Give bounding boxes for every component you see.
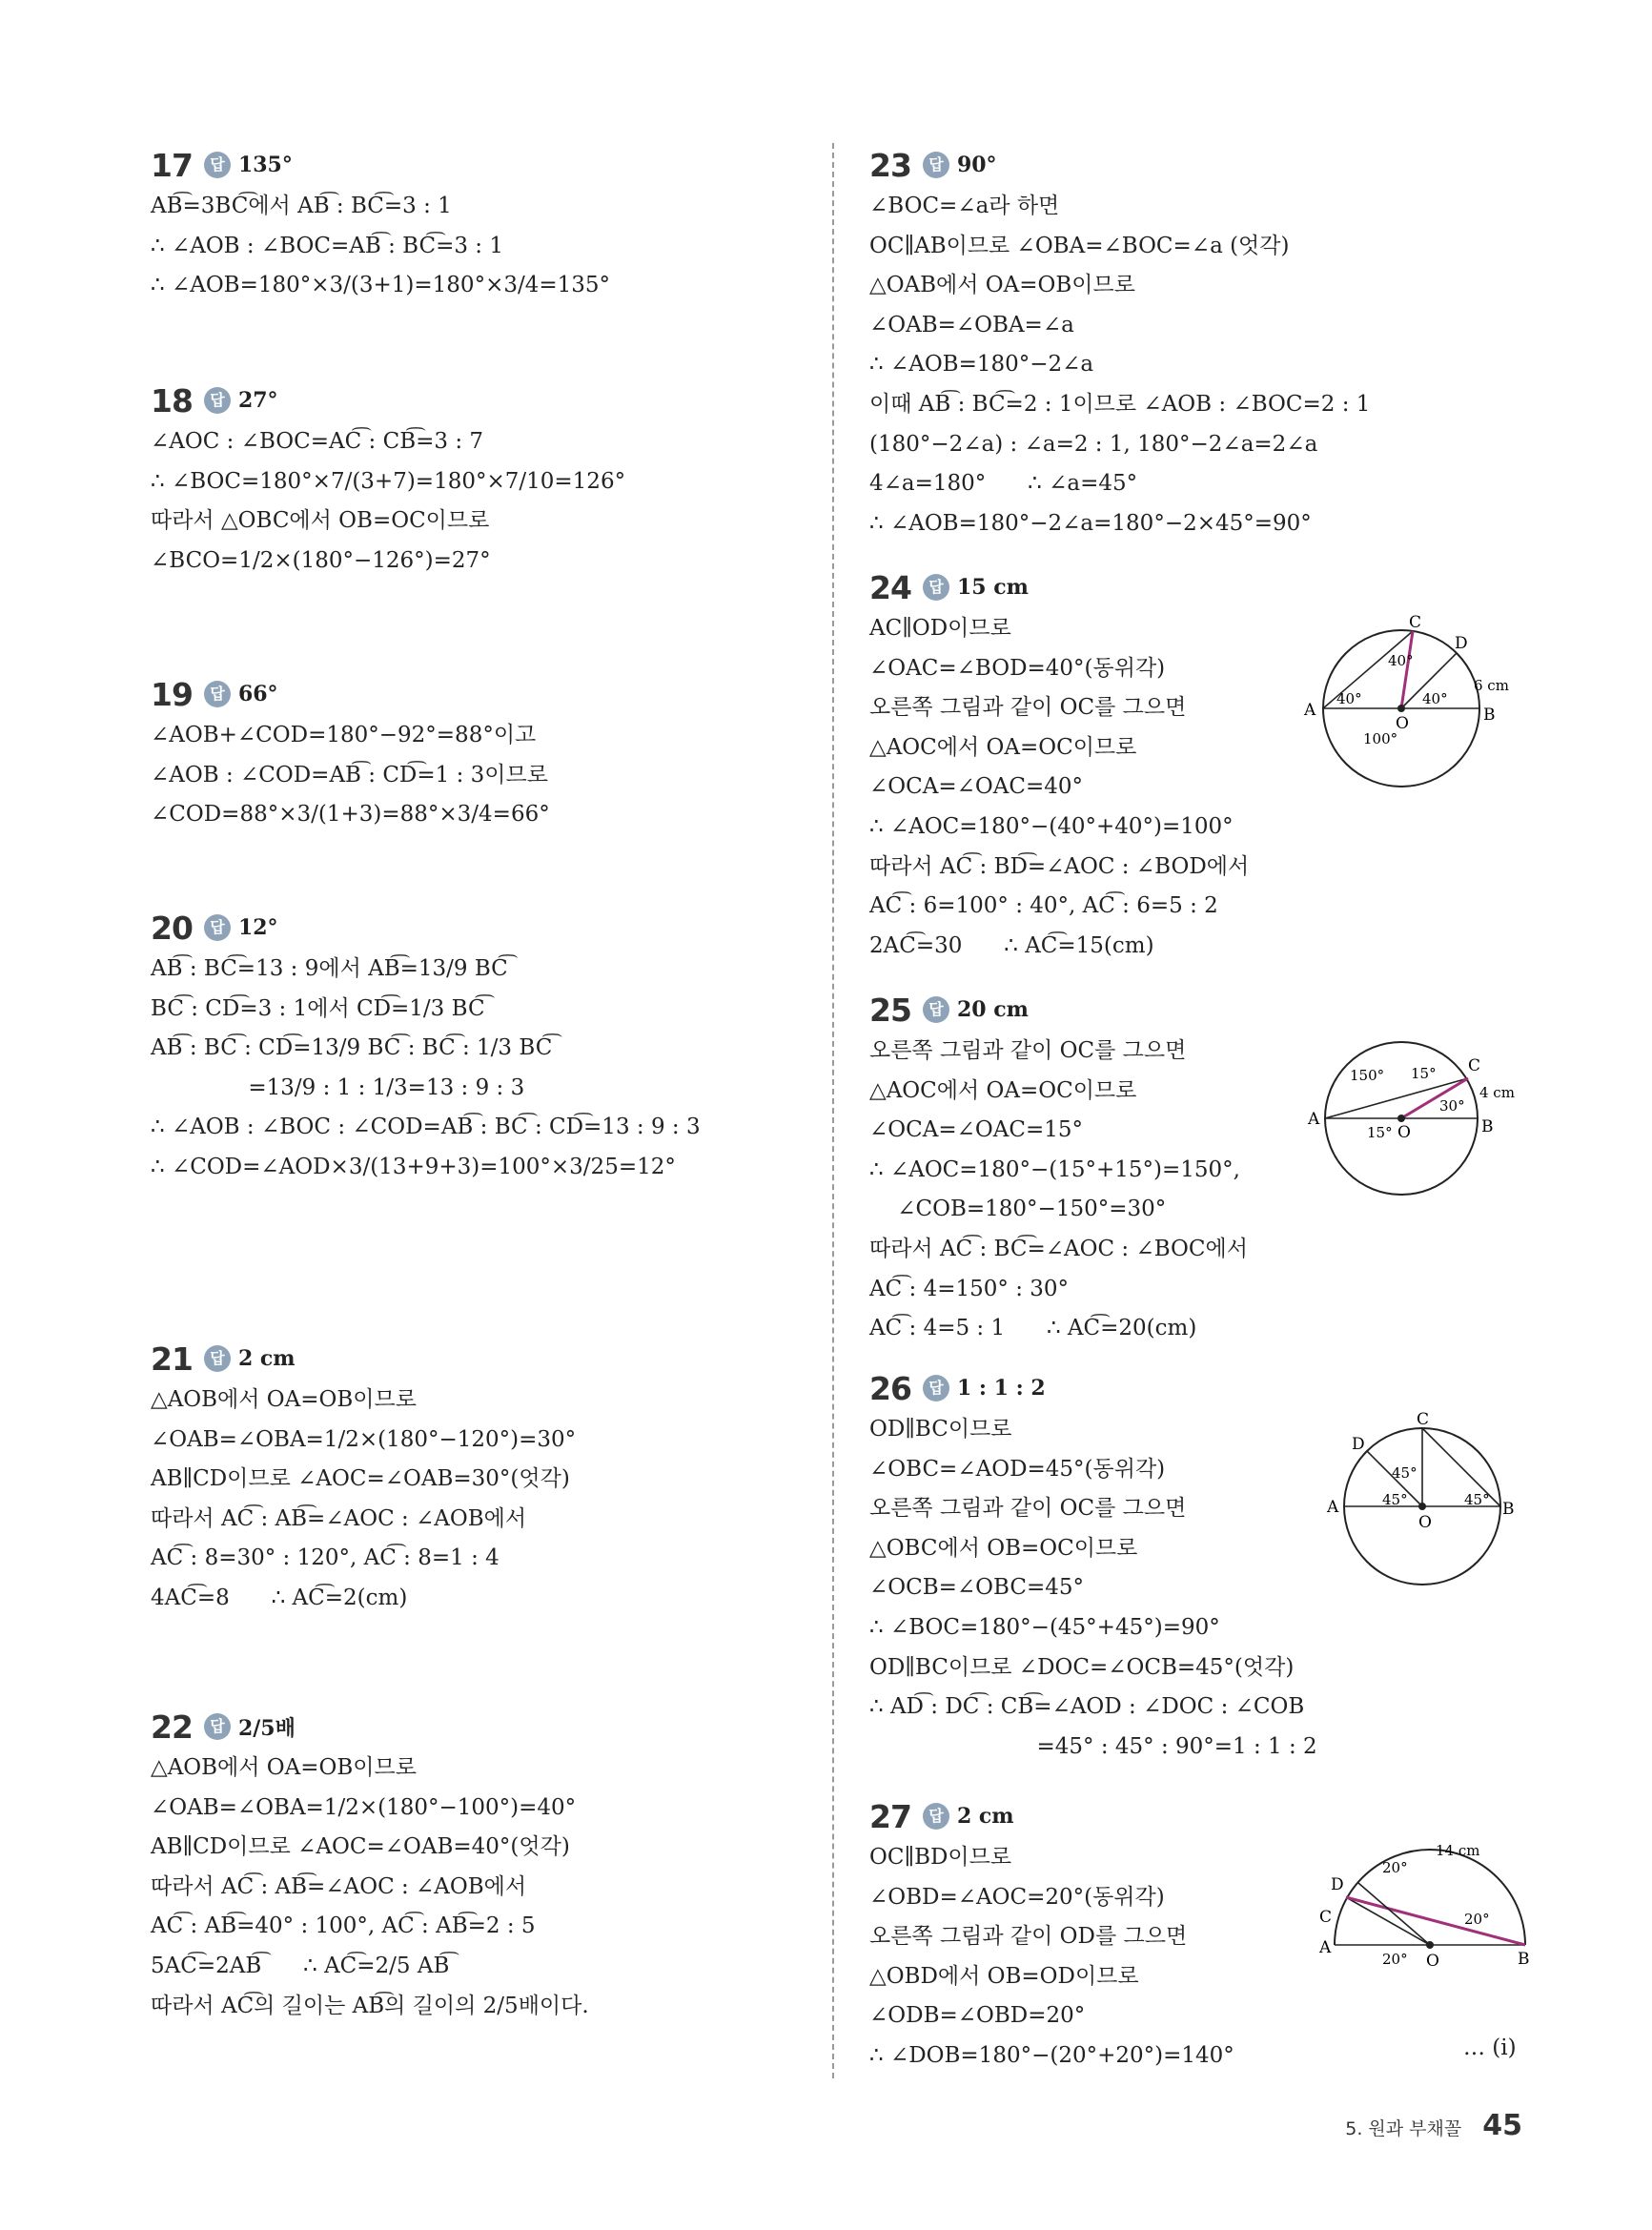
fig24-label-a: A	[1304, 701, 1316, 720]
fig24-angle-1: 40°	[1336, 690, 1362, 707]
solution-line: 2AC͡=30 ∴ AC͡=15(cm)	[869, 932, 1154, 958]
figure-25	[1296, 1034, 1525, 1210]
fig25-label-o: O	[1397, 1123, 1411, 1142]
answer-value: 90°	[956, 153, 997, 177]
answer-badge-icon: 답	[923, 152, 949, 178]
solution-line: ∠AOB+∠COD=180°−92°=88°이고	[151, 723, 537, 747]
fig24-angle-2: 40°	[1388, 652, 1414, 669]
problem-23	[869, 143, 1537, 543]
fig25-label-a: A	[1308, 1110, 1320, 1129]
fig27-length: 14 cm	[1436, 1842, 1480, 1859]
answer-value: 66°	[237, 682, 278, 706]
tail-mark: … (i)	[1463, 2036, 1517, 2060]
answer-badge-icon: 답	[204, 152, 231, 178]
problem-number: 21	[151, 1340, 193, 1378]
chapter-title: 5. 원과 부채꼴	[1345, 2118, 1462, 2139]
solution-line: △AOC에서 OA=OC이므로	[869, 1077, 1137, 1103]
solution-line: ∴ ∠BOC=180°−(45°+45°)=90°	[869, 1614, 1220, 1640]
answer-badge-icon: 답	[923, 1803, 949, 1830]
solution-line: AC͡ : 6=100° : 40°, AC͡ : 6=5 : 2	[869, 893, 1218, 919]
solution-line: ∴ ∠BOC=180°×7/(3+7)=180°×7/10=126°	[151, 468, 626, 494]
solution-line: OC∥AB이므로 ∠OBA=∠BOC=∠a (엇각)	[869, 233, 1290, 258]
problem-header	[151, 143, 808, 187]
solution-line: 오른쪽 그림과 같이 OC를 그으면	[869, 1038, 1187, 1063]
problem-header	[151, 672, 808, 716]
solution-line: ∴ ∠AOC=180°−(40°+40°)=100°	[869, 813, 1234, 839]
problem-header	[869, 143, 1537, 187]
solution-line: 따라서 AC͡의 길이는 AB͡의 길이의 2/5배이다.	[151, 1993, 589, 2018]
problem-number: 27	[869, 1797, 911, 1835]
solution-line: ∴ ∠AOB=180°−2∠a=180°−2×45°=90°	[869, 510, 1312, 536]
solution-line: ∴ ∠COD=∠AOD×3/(13+9+3)=100°×3/25=12°	[151, 1154, 676, 1179]
answer-value: 27°	[237, 388, 278, 413]
problem-20	[151, 906, 808, 1188]
solution-line: 오른쪽 그림과 같이 OD를 그으면	[869, 1924, 1188, 1950]
problem-header	[151, 1337, 808, 1381]
answer-badge-icon: 답	[204, 1713, 231, 1740]
problem-number: 18	[151, 381, 193, 419]
solution-line: ∠AOB : ∠COD=AB͡ : CD͡=1 : 3이므로	[151, 762, 548, 788]
solution-line: AB͡ : BC͡ : CD͡=13/9 BC͡ : BC͡ : 1/3 BC͡	[151, 1035, 553, 1061]
solution-line: OD∥BC이므로 ∠DOC=∠OCB=45°(엇각)	[869, 1654, 1295, 1680]
figure-24	[1296, 610, 1525, 795]
fig24-angle-3: 40°	[1422, 690, 1448, 707]
fig24-label-o: O	[1396, 714, 1409, 733]
fig24-length: 6 cm	[1474, 677, 1509, 694]
solution-line: △OAB에서 OA=OB이므로	[869, 273, 1135, 298]
page-number: 45	[1482, 2109, 1522, 2142]
solution-line: AC͡ : 4=5 : 1 ∴ AC͡=20(cm)	[869, 1316, 1197, 1341]
fig27-label-b: B	[1518, 1950, 1530, 1969]
problem-header	[151, 378, 808, 422]
solution-line: 이때 AB͡ : BC͡=2 : 1이므로 ∠AOB : ∠BOC=2 : 1	[869, 391, 1371, 417]
solution-line: 오른쪽 그림과 같이 OC를 그으면	[869, 695, 1187, 721]
fig24-label-d: D	[1455, 634, 1468, 653]
fig26-angle-1: 45°	[1392, 1464, 1417, 1482]
solution-line: ∠OBD=∠AOC=20°(동위각)	[869, 1884, 1165, 1910]
answer-badge-icon: 답	[923, 996, 949, 1023]
solution-line: ∠OCB=∠OBC=45°	[869, 1575, 1084, 1601]
solution-line: ∠COD=88°×3/(1+3)=88°×3/4=66°	[151, 802, 550, 828]
answer-badge-icon: 답	[204, 387, 231, 414]
solution-line: ∠OAB=∠OBA=1/2×(180°−100°)=40°	[151, 1794, 577, 1820]
problem-19	[151, 672, 808, 835]
solution-line: ∠OAC=∠BOD=40°(동위각)	[869, 655, 1166, 681]
answer-value: 2 cm	[956, 1804, 1014, 1829]
solution-line: 따라서 AC͡ : AB͡=∠AOC : ∠AOB에서	[151, 1873, 527, 1899]
solution-line: 따라서 △OBC에서 OB=OC이므로	[151, 508, 490, 534]
solution-line: △OBD에서 OB=OD이므로	[869, 1963, 1139, 1989]
solution-line: 4∠a=180° ∴ ∠a=45°	[869, 471, 1138, 497]
problem-number: 20	[151, 909, 193, 947]
fig25-angle-1: 150°	[1350, 1067, 1385, 1084]
solution-line: 4AC͡=8 ∴ AC͡=2(cm)	[151, 1585, 408, 1610]
fig25-angle-3: 30°	[1439, 1097, 1465, 1115]
fig26-label-d: D	[1352, 1435, 1365, 1454]
solution-line: AC∥OD이므로	[869, 616, 1011, 641]
fig27-label-c: C	[1319, 1908, 1333, 1927]
fig26-label-b: B	[1502, 1500, 1515, 1519]
fig27-angle-2: 20°	[1464, 1911, 1490, 1928]
problem-number: 19	[151, 675, 193, 713]
answer-value: 2/5배	[237, 1715, 296, 1741]
figure-27	[1306, 1831, 1535, 1977]
solution-line: ∠BCO=1/2×(180°−126°)=27°	[151, 547, 491, 573]
fig27-label-a: A	[1319, 1938, 1332, 1957]
solution-line: 5AC͡=2AB͡ ∴ AC͡=2/5 AB͡	[151, 1953, 450, 1978]
fig26-label-o: O	[1418, 1513, 1432, 1532]
solution-line: 따라서 AC͡ : BC͡=∠AOC : ∠BOC에서	[869, 1236, 1248, 1261]
problem-number: 25	[869, 991, 911, 1029]
solution-line: ∠OCA=∠OAC=15°	[869, 1117, 1083, 1143]
answer-value: 12°	[237, 915, 278, 940]
solution-line: ∴ ∠AOB=180°−2∠a	[869, 352, 1094, 378]
solution-line: AC͡ : AB͡=40° : 100°, AC͡ : AB͡=2 : 5	[151, 1913, 536, 1939]
solution-line: ∠BOC=∠a라 하면	[869, 194, 1060, 218]
fig24-label-c: C	[1409, 613, 1422, 632]
solution-line: =13/9 : 1 : 1/3=13 : 9 : 3	[151, 1074, 525, 1100]
fig25-label-b: B	[1481, 1117, 1494, 1136]
fig25-length: 4 cm	[1479, 1084, 1515, 1101]
fig26-angle-3: 45°	[1464, 1491, 1490, 1508]
fig27-angle-1: 20°	[1382, 1859, 1408, 1876]
answer-badge-icon: 답	[923, 574, 949, 601]
problem-header	[151, 1705, 808, 1749]
solution-line: AB͡ : BC͡=13 : 9에서 AB͡=13/9 BC͡	[151, 956, 508, 981]
solution-line: ∴ ∠DOB=180°−(20°+20°)=140°	[869, 2042, 1234, 2068]
solution-line: ∴ ∠AOC=180°−(15°+15°)=150°,	[869, 1156, 1240, 1182]
fig26-angle-2: 45°	[1382, 1491, 1408, 1508]
problem-header	[869, 1366, 1537, 1410]
solution-line: BC͡ : CD͡=3 : 1에서 CD͡=1/3 BC͡	[151, 995, 485, 1021]
answer-value: 2 cm	[237, 1346, 296, 1371]
answer-badge-icon: 답	[204, 1345, 231, 1372]
problem-number: 17	[151, 146, 193, 184]
problem-17	[151, 143, 808, 306]
solution-line: AB∥CD이므로 ∠AOC=∠OAB=40°(엇각)	[151, 1834, 570, 1860]
problem-18	[151, 378, 808, 581]
solution-line: AB∥CD이므로 ∠AOC=∠OAB=30°(엇각)	[151, 1466, 570, 1492]
answer-value: 20 cm	[956, 997, 1029, 1022]
answer-value: 135°	[237, 153, 293, 177]
answer-value: 1 : 1 : 2	[956, 1376, 1046, 1401]
column-divider	[832, 143, 834, 2078]
fig27-label-d: D	[1331, 1875, 1344, 1894]
fig24-label-b: B	[1483, 706, 1496, 725]
solution-line: AC͡ : 4=150° : 30°	[869, 1276, 1070, 1301]
page-footer	[1345, 2109, 1522, 2142]
answer-badge-icon: 답	[204, 681, 231, 707]
solution-line: AB͡=3BC͡에서 AB͡ : BC͡=3 : 1	[151, 194, 452, 218]
solution-line: OC∥BD이므로	[869, 1845, 1012, 1870]
solution-line: 따라서 AC͡ : BD͡=∠AOC : ∠BOD에서	[869, 853, 1250, 879]
fig25-angle-2: 15°	[1411, 1065, 1437, 1082]
problem-header	[869, 988, 1537, 1032]
solution-line: ∠ODB=∠OBD=20°	[869, 2003, 1086, 2029]
answer-badge-icon: 답	[204, 914, 231, 941]
solution-line: ∠OBC=∠AOD=45°(동위각)	[869, 1456, 1166, 1482]
solution-line: ∠OAB=∠OBA=1/2×(180°−120°)=30°	[151, 1426, 577, 1452]
solution-line: ∴ AD͡ : DC͡ : CB͡=∠AOD : ∠DOC : ∠COB	[869, 1694, 1305, 1720]
problem-number: 22	[151, 1708, 193, 1746]
fig25-angle-4: 15°	[1367, 1124, 1393, 1141]
solution-line: =45° : 45° : 90°=1 : 1 : 2	[869, 1733, 1317, 1759]
figure-26	[1315, 1411, 1535, 1596]
problem-21	[151, 1337, 808, 1619]
solution-line: ∴ ∠AOB : ∠BOC=AB͡ : BC͡=3 : 1	[151, 233, 503, 258]
problem-number: 24	[869, 568, 911, 606]
problem-header	[151, 906, 808, 950]
solution-line: 따라서 AC͡ : AB͡=∠AOC : ∠AOB에서	[151, 1505, 527, 1531]
problem-number: 26	[869, 1369, 911, 1407]
fig25-label-c: C	[1468, 1056, 1481, 1075]
answer-badge-icon: 답	[923, 1375, 949, 1401]
solution-line: ∠OAB=∠OBA=∠a	[869, 312, 1074, 338]
fig26-label-a: A	[1327, 1498, 1339, 1517]
problem-header	[869, 565, 1537, 609]
answer-value: 15 cm	[956, 575, 1029, 600]
solution-line: ∴ ∠AOB=180°×3/(3+1)=180°×3/4=135°	[151, 273, 611, 298]
solution-line: △OBC에서 OB=OC이므로	[869, 1535, 1138, 1561]
solution-line: 오른쪽 그림과 같이 OC를 그으면	[869, 1496, 1187, 1522]
solution-line: ∠COB=180°−150°=30°	[869, 1197, 1167, 1222]
problem-number: 23	[869, 146, 911, 184]
solution-line: AC͡ : 8=30° : 120°, AC͡ : 8=1 : 4	[151, 1545, 500, 1571]
solution-line: △AOC에서 OA=OC이므로	[869, 734, 1137, 760]
solution-line: (180°−2∠a) : ∠a=2 : 1, 180°−2∠a=2∠a	[869, 431, 1318, 457]
solution-line: ∠OCA=∠OAC=40°	[869, 774, 1083, 800]
problem-22	[151, 1705, 808, 2026]
fig24-angle-4: 100°	[1363, 730, 1398, 747]
fig26-label-c: C	[1417, 1411, 1430, 1429]
fig27-label-o: O	[1426, 1952, 1439, 1971]
solution-line: △AOB에서 OA=OB이므로	[151, 1755, 417, 1780]
solution-line: △AOB에서 OA=OB이므로	[151, 1387, 417, 1412]
solution-line: ∴ ∠AOB : ∠BOC : ∠COD=AB͡ : BC͡ : CD͡=13 : 9 : 3	[151, 1115, 701, 1140]
solution-line: ∠AOC : ∠BOC=AC͡ : CB͡=3 : 7	[151, 429, 484, 454]
fig27-angle-3: 20°	[1382, 1951, 1408, 1968]
solution-line: OD∥BC이므로	[869, 1417, 1012, 1442]
